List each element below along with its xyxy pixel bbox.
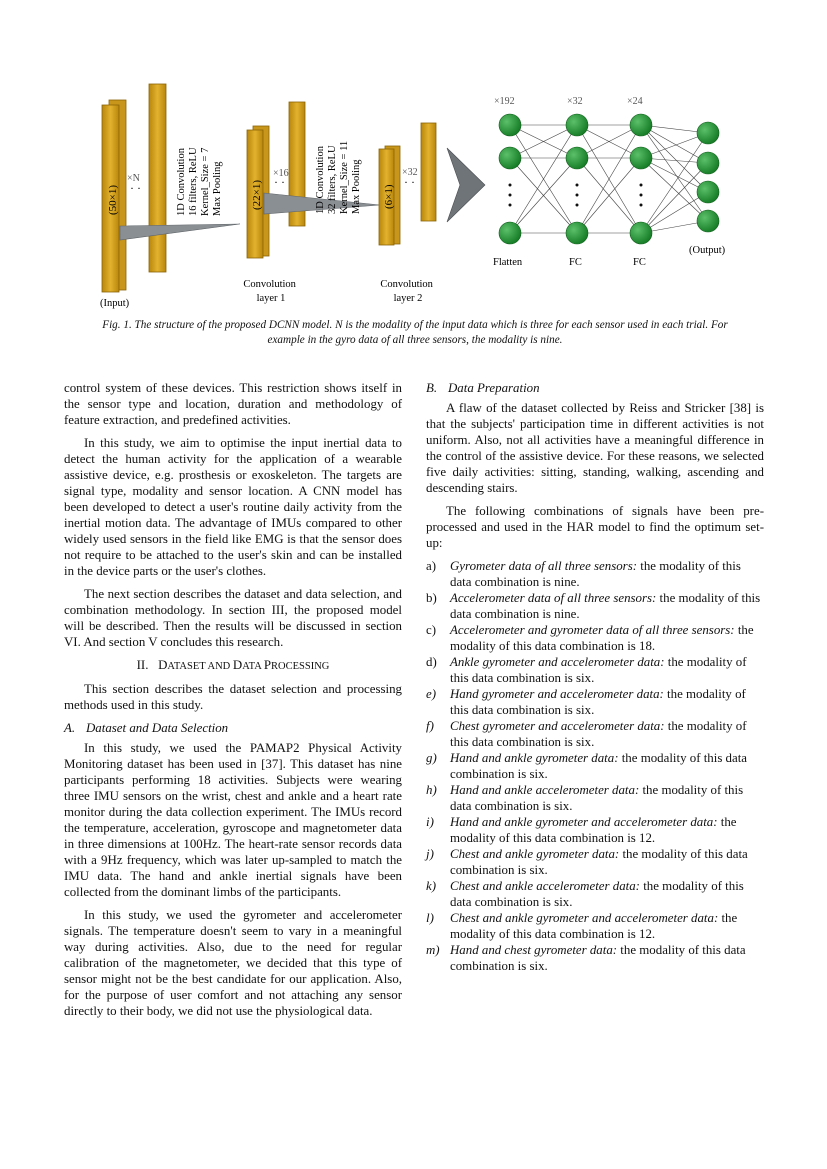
list-item [426,590,764,622]
paragraph: This section describes the dataset selection and processing methods used in this study. [64,682,402,712]
paragraph: The next section describes the dataset and data selection, and combination methodology. In section III, the proposed model will be described. Then the results will be discussed in section VI. And section V concludes this research. [64,587,402,649]
left-column [64,380,402,1026]
list-item [426,910,764,942]
list-item-text: the modality of this data combination is 18. [450,623,754,653]
neuron-node [697,122,719,144]
list-item-title: Hand and ankle accelerometer data: [450,783,640,797]
list-item-text: the modality of this data combination is six. [450,847,748,877]
list-item-label: m) [426,943,440,957]
conv1-n-label: ×16 [273,168,289,179]
list-item-label: j) [426,847,434,861]
list-item-text: the modality of this data combination is six. [450,943,746,973]
subsection-heading [64,720,402,736]
list-item-text: the modality of this data combination is nine. [450,559,741,589]
list-item-text: the modality of this data combination is 12. [450,911,738,941]
list-item-title: Hand and ankle gyrometer and accelerometer data: [450,815,718,829]
list-item-text: the modality of this data combination is six. [450,783,744,813]
combination-list [426,558,764,974]
neuron-node [499,114,521,136]
list-item-title: Gyrometer data of all three sensors: [450,559,638,573]
list-item-title: Accelerometer data of all three sensors: [450,591,657,605]
list-item-text: the modality of this data combination is nine. [450,591,761,621]
list-item-label: d) [426,655,437,669]
list-item-title: Chest and ankle accelerometer data: [450,879,640,893]
list-item-label: h) [426,783,437,797]
conv2-dim-label: (6×1) [383,184,395,209]
input-dim-label: (50×1) [107,184,119,215]
flatten-label: Flatten [493,257,523,268]
list-item-title: Accelerometer and gyrometer data of all three sensors: [450,623,735,637]
list-item [426,686,764,718]
list-item-label: e) [426,687,437,701]
conv-triangle-1 [120,224,240,240]
paragraph: A flaw of the dataset collected by Reiss and Stricker [38] is that the subjects' participation time in different activities is not uniform. Also, not all activities have a meaningful difference in the control of the assistive device. For these reasons, we selected five daily activities: sitting, standing, walking, ascending and descending stairs. [426,401,764,495]
subsection-number: B. [426,381,438,395]
list-item-label: l) [426,911,434,925]
conv-layer-1-label: Convolution layer 1 [243,279,296,304]
fc1-label: FC [569,257,582,268]
subsection-number: A. [64,721,76,735]
neuron-node [630,147,652,169]
paragraph: The following combinations of signals have been pre-processed and used in the HAR model to find the optimum set-up: [426,504,764,550]
ellipsis-dot [640,204,643,207]
list-item [426,558,764,590]
heading-smallcaps: ATA [242,661,264,672]
conv2-dots: · · [404,175,415,189]
list-item-label: i) [426,815,434,829]
ellipsis-dot [576,204,579,207]
conv2-slab-far [421,123,436,221]
list-item-text: the modality of this data combination is 12. [450,815,737,845]
ellipsis-dot [576,184,579,187]
list-item [426,814,764,846]
list-item-title: Chest and ankle gyrometer and accelerometer data: [450,911,719,925]
connection-line [641,125,708,221]
ellipsis-dot [640,194,643,197]
input-n-label: ×N [127,173,140,184]
neuron-node [630,222,652,244]
conv2-text: 1D Convolution 32 filters, ReLU Kernel_Size = 11 Max Pooling [315,140,362,214]
conv2-n-label: ×32 [402,167,418,178]
list-item-title: Hand and chest gyrometer data: [450,943,618,957]
fc2-label: FC [633,257,646,268]
neuron-node [499,222,521,244]
ellipsis-dot [576,194,579,197]
list-item-label: b) [426,591,437,605]
list-item-text: the modality of this data combination is six. [450,719,747,749]
list-item-text: the modality of this data combination is six. [450,687,746,717]
list-item [426,846,764,878]
conv1-dots: · · [274,175,285,189]
list-item [426,654,764,686]
list-item [426,942,764,974]
list-item-label: g) [426,751,437,765]
list-item-label: f) [426,719,434,733]
list-item-title: Chest gyrometer and accelerometer data: [450,719,665,733]
list-item-text: the modality of this data combination is six. [450,751,748,781]
list-item-title: Hand and ankle gyrometer data: [450,751,619,765]
heading-smallcaps: ATASET AND [167,661,233,672]
list-item-title: Hand gyrometer and accelerometer data: [450,687,664,701]
neuron-node [697,181,719,203]
neuron-node [499,147,521,169]
subsection-title: Dataset and Data Selection [86,721,229,735]
list-item-label: k) [426,879,437,893]
conv-layer-2-label: Convolution layer 2 [380,279,433,304]
input-dots: · · [130,181,141,195]
paragraph: In this study, we aim to optimise the input inertial data to detect the human activity for the application of a wearable assistive device, e.g. prosthesis or exoskeleton. The targets are signal type, modality and sensor location. A CNN model has been developed to detect a user's routine daily activity from the inertial motion data. The advantage of IMUs compared to other widely used sensors in the field like EMG is that the sensor does not require to be attached to the user's skin and can be installed in the device parts or the user's clothes. [64,436,402,578]
heading-letter: P [263,658,272,672]
list-item-text: the modality of this data combination is six. [450,879,744,909]
right-column [426,380,764,974]
dense-network [499,114,719,244]
ellipsis-dot [509,204,512,207]
input-label: (Input) [100,298,130,309]
heading-letter: D [158,658,168,672]
conv1-dim-label: (22×1) [251,179,263,210]
ellipsis-dot [640,184,643,187]
paragraph: In this study, we used the gyrometer and accelerometer signals. The temperature doesn't seem to vary in a meaningful way during activities. Also, due to the need for regular calibration of the magnetometer, we decided that this type of sensor might not be the best candidate for our application. Also, for the purpose of user comfort and not attaching any sensor directly to their body, we did not use the physiological data. [64,908,402,1018]
list-item-title: Ankle gyrometer and accelerometer data: [450,655,665,669]
conv1-text: 1D Convolution 16 filters, ReLU Kernel_Size = 7 Max Pooling [176,147,223,216]
dcnn-architecture-figure [0,0,827,315]
heading-smallcaps: ROCESSING [271,661,330,672]
list-item [426,622,764,654]
neuron-node [697,210,719,232]
heading-letter: D [232,658,243,672]
list-item [426,750,764,782]
list-item-label: c) [426,623,437,637]
neuron-node [566,147,588,169]
neuron-node [566,114,588,136]
ellipsis-dot [509,184,512,187]
neuron-node [566,222,588,244]
flatten-arrow [447,148,485,222]
section-heading [64,657,402,675]
input-slab-far [149,84,166,272]
neuron-node [697,152,719,174]
list-item-title: Chest and ankle gyrometer data: [450,847,620,861]
paragraph: control system of these devices. This restriction shows itself in the sensor type and location, duration and methodology of feature extraction, and predefined activities. [64,381,402,427]
subsection-title: Data Preparation [448,381,540,395]
list-item [426,718,764,750]
list-item-text: the modality of this data combination is six. [450,655,747,685]
subsection-heading [426,380,764,396]
dense-count-192: ×192 [494,96,515,107]
figure-caption: Fig. 1. The structure of the proposed DCNN model. N is the modality of the input data which is three for each sensor used in each trial. For example in the gyro data of all three sensors, the modality is nine. [102,319,728,346]
list-item [426,782,764,814]
dense-count-32: ×32 [567,96,583,107]
dense-count-24: ×24 [627,96,643,107]
output-label: (Output) [689,245,726,256]
neuron-node [630,114,652,136]
section-number: II. [136,658,149,672]
paragraph: In this study, we used the PAMAP2 Physical Activity Monitoring dataset has been used in [37]. This dataset has nine participants performing 18 activities. Subjects were wearing three IMU sensors on the wrist, chest and ankle and a heart rate monitor during the data collection experiment. The IMUs record the temperature, acceleration, gyroscope and magnetometer data in three dimensions at 100Hz. The heart-rate sensor records data with a 9Hz frequency, which was later up-sampled to match the IMU data. The hand and ankle inertial signals have been collected from the dominant limbs of the participants. [64,741,402,899]
ellipsis-dot [509,194,512,197]
list-item [426,878,764,910]
list-item-label: a) [426,559,437,573]
